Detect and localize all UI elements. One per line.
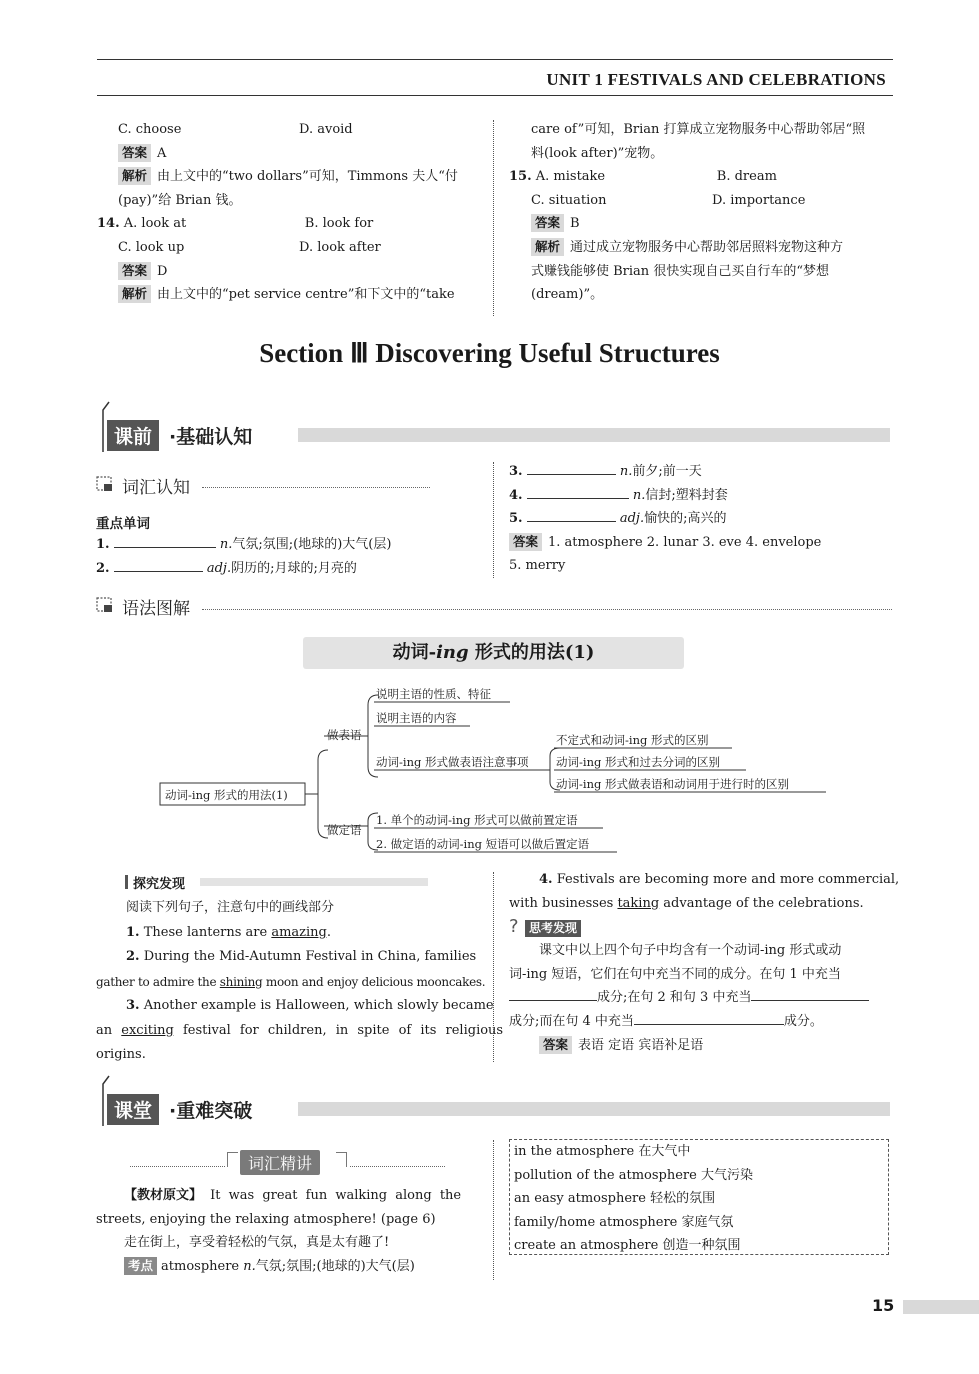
phrase-en: create an atmosphere xyxy=(514,1238,659,1254)
answer-text: 表语 定语 宾语补足语 xyxy=(578,1037,704,1053)
item-meaning: 气氛;氛围;(地球的)大气(层) xyxy=(232,537,392,552)
sentence-text: gather to admire the xyxy=(96,974,220,989)
underlined-word: shining xyxy=(219,974,263,989)
answer-blank xyxy=(114,533,216,548)
vocab-detail-tab: 词汇精讲 xyxy=(240,1150,320,1175)
underlined-word: amazing xyxy=(271,924,327,940)
option-c: C. situation xyxy=(531,192,607,208)
original-text: streets, enjoying the relaxing atmosphere! (page 6) xyxy=(96,1211,436,1227)
item-meaning: 愉快的;高兴的 xyxy=(644,511,727,527)
subheading-icon xyxy=(96,475,116,493)
explore-intro: 阅读下列句子，注意句中的画线部分 xyxy=(126,900,335,915)
option-a: A. look at xyxy=(123,216,187,232)
tab-bracket-right xyxy=(336,1152,347,1167)
answer-blank xyxy=(751,986,869,1001)
sentence-text: During the Mid-Autumn Festival in China, families xyxy=(143,949,477,964)
think-text: 词-ing 短语，它们在句中充当不同的成分。在句 1 中充当 xyxy=(509,966,841,982)
item-meaning: 前夕;前一天 xyxy=(632,464,702,479)
grammar-mind-map xyxy=(150,678,850,858)
tab-bracket-left xyxy=(227,1152,238,1167)
sentence-text: origins. xyxy=(96,1047,146,1062)
item-pos: adj. xyxy=(206,560,232,576)
heading-dotline xyxy=(202,487,430,488)
running-header: UNIT 1 FESTIVALS AND CELEBRATIONS xyxy=(546,70,886,89)
explore-marker xyxy=(125,875,128,889)
answer-line: 1. atmosphere 2. lunar 3. eve 4. envelope xyxy=(548,534,822,550)
tab-dotline-left xyxy=(130,1166,225,1167)
column-divider xyxy=(493,462,494,578)
point-label: 考点 xyxy=(124,1257,157,1275)
think-label: 思考发现 xyxy=(525,920,581,937)
option-d: D. look after xyxy=(299,239,381,255)
phrase-item xyxy=(514,1187,888,1211)
answer-label: 答案 xyxy=(118,262,151,280)
answer-line: 5. merry xyxy=(509,558,566,574)
option-c: C. look up xyxy=(118,239,185,255)
answer-value: B xyxy=(570,216,580,232)
sentence-text: Festivals are becoming more and more commercial, xyxy=(556,872,900,887)
underlined-word: taking xyxy=(617,895,660,911)
node-progressive-diff: 动词-ing 形式做表语和动词用于进行时的区别 xyxy=(556,777,789,791)
phrase-zh: 轻松的氛围 xyxy=(650,1191,716,1207)
think-text: 成分;在句 2 和句 3 中充当 xyxy=(597,990,752,1006)
column-divider xyxy=(493,1140,494,1280)
answer-blank xyxy=(114,557,203,572)
diagram-title-ing: ing xyxy=(436,642,469,663)
heading-dotline xyxy=(202,609,892,610)
original-text: It was great fun walking along the xyxy=(210,1188,462,1203)
vocab-heading: 词汇认知 xyxy=(122,478,190,498)
node-notes: 动词-ing 形式做表语注意事项 xyxy=(376,755,529,769)
phrase-en: in the atmosphere xyxy=(514,1144,635,1159)
explanation-cont: (pay)”给 Brian 钱。 xyxy=(118,192,242,208)
option-a: A. mistake xyxy=(535,169,606,185)
tab-dotline-right xyxy=(350,1166,445,1167)
answer-blank xyxy=(509,986,597,1001)
explanation-label: 解析 xyxy=(531,238,564,256)
sentence-text: an xyxy=(96,1022,122,1038)
explanation-label: 解析 xyxy=(118,285,151,303)
explore-bar xyxy=(200,878,428,886)
node-infinitive-diff: 不定式和动词-ing 形式的区别 xyxy=(556,733,709,747)
diagram-title xyxy=(303,637,684,669)
option-d: D. avoid xyxy=(299,122,353,137)
sentence-number: 4. xyxy=(539,872,553,887)
top-right-column xyxy=(509,118,899,307)
sentence-number: 2. xyxy=(126,949,140,964)
branch-attributive: 做定语 xyxy=(327,823,362,837)
phrase-box xyxy=(509,1139,889,1255)
phrase-item xyxy=(514,1164,888,1188)
node-participle-diff: 动词-ing 形式和过去分词的区别 xyxy=(556,755,720,769)
point-pos: n. xyxy=(243,1258,256,1274)
item-meaning: 阴历的;月球的;月亮的 xyxy=(231,560,357,576)
explanation-label: 解析 xyxy=(118,167,151,185)
explanation-cont: (dream)”。 xyxy=(531,287,604,303)
subheading-icon xyxy=(96,596,116,614)
band-label-box: 课前 xyxy=(107,420,159,451)
item-number: 3. xyxy=(509,464,523,479)
vocab-subheading: 重点单词 xyxy=(96,516,150,532)
header-bottom-rule xyxy=(97,95,893,96)
sentence-number: 3. xyxy=(126,998,140,1013)
phrase-en: an easy atmosphere xyxy=(514,1191,646,1207)
node-pre-modifier: 1. 单个的动词-ing 形式可以做前置定语 xyxy=(376,813,578,827)
think-text: 成分。 xyxy=(783,1013,823,1029)
item-pos: n. xyxy=(619,464,633,479)
sentence-text: advantage of the celebrations. xyxy=(659,895,864,911)
answer-blank xyxy=(634,1010,784,1025)
vocab-detail-left xyxy=(96,1184,480,1278)
item-pos: adj. xyxy=(619,511,645,527)
root-node: 动词-ing 形式的用法(1) xyxy=(165,788,288,802)
option-b: B. dream xyxy=(716,169,777,185)
original-label: 【教材原文】 xyxy=(124,1188,203,1203)
sentence-text: moon and enjoy delicious mooncakes. xyxy=(262,974,486,989)
phrase-zh: 创造一种氛围 xyxy=(662,1238,741,1254)
phrase-en: family/home atmosphere xyxy=(514,1214,678,1230)
option-b: B. look for xyxy=(304,216,374,232)
answer-blank xyxy=(527,507,616,522)
phrase-item xyxy=(514,1234,888,1258)
item-meaning: 信封;塑料封套 xyxy=(645,487,728,503)
answer-label: 答案 xyxy=(509,533,542,551)
explore-right xyxy=(509,868,900,1057)
option-d: D. importance xyxy=(712,192,806,208)
sentence-text: Another example is Halloween, which slowly became xyxy=(143,998,494,1013)
node-content: 说明主语的内容 xyxy=(376,711,457,725)
sentence-number: 1. xyxy=(126,924,140,940)
top-left-column xyxy=(97,118,487,307)
vocab-list-right xyxy=(509,460,899,578)
phrase-en: pollution of the atmosphere xyxy=(514,1167,697,1183)
item-number: 2. xyxy=(96,560,110,576)
question-number: 15. xyxy=(509,169,532,185)
answer-blank xyxy=(527,460,616,475)
item-number: 5. xyxy=(509,511,523,527)
band-bar xyxy=(298,428,890,442)
band-title: ·重难突破 xyxy=(169,1100,253,1122)
think-text: 课文中以上四个句子中均含有一个动词-ing 形式或动 xyxy=(539,943,842,959)
option-c: C. choose xyxy=(118,122,182,137)
answer-label: 答案 xyxy=(118,144,151,162)
point-meaning: 气氛;氛围;(地球的)大气(层) xyxy=(255,1258,415,1274)
question-mark-icon: ? xyxy=(509,916,519,938)
question-number: 14. xyxy=(97,216,120,232)
node-nature: 说明主语的性质、特征 xyxy=(376,687,491,701)
translation: 走在街上，享受着轻松的气氛，真是太有趣了! xyxy=(124,1235,390,1251)
vocab-list-left xyxy=(96,533,486,580)
explanation-text: 通过成立宠物服务中心帮助邻居照料宠物这种方 xyxy=(570,239,844,255)
explanation-text: 由上文中的“pet service centre”和下文中的“take xyxy=(157,287,455,303)
band-bar xyxy=(298,1102,890,1116)
explanation-cont: 料(look after)”宠物。 xyxy=(531,145,664,161)
sentence-text: These lanterns are xyxy=(143,924,272,940)
sentence-text: . xyxy=(326,924,332,940)
section-title: Section Ⅲ Discovering Useful Structures xyxy=(259,338,720,368)
answer-label: 答案 xyxy=(539,1036,572,1054)
explore-left xyxy=(96,896,504,1068)
think-text: 成分;而在句 4 中充当 xyxy=(509,1013,634,1029)
page-number-bar xyxy=(903,1300,979,1314)
phrase-zh: 在大气中 xyxy=(638,1144,691,1159)
explanation-cont: 式赚钱能够使 Brian 很快实现自己买自行车的“梦想 xyxy=(531,263,829,279)
item-pos: n. xyxy=(219,537,233,552)
phrase-item xyxy=(514,1211,888,1235)
point-word: atmosphere xyxy=(161,1258,240,1274)
answer-label: 答案 xyxy=(531,214,564,232)
diagram-title-pre: 动词- xyxy=(392,642,437,663)
answer-value: D xyxy=(157,263,168,279)
sentence-text: festival for children, in spite of its religious xyxy=(173,1022,504,1038)
item-number: 1. xyxy=(96,537,110,552)
column-divider xyxy=(493,872,494,1062)
sentence-text: with businesses xyxy=(509,895,618,911)
band-label-box: 课堂 xyxy=(107,1094,159,1125)
item-number: 4. xyxy=(509,487,523,503)
header-top-rule xyxy=(97,59,893,60)
column-divider xyxy=(493,120,494,316)
explore-heading: 探究发现 xyxy=(133,877,186,892)
answer-blank xyxy=(527,484,629,499)
explanation-text: 由上文中的“two dollars”可知，Timmons 夫人“付 xyxy=(157,169,458,185)
grammar-heading: 语法图解 xyxy=(122,599,190,619)
answer-value: A xyxy=(157,145,167,161)
page-number: 15 xyxy=(872,1296,895,1315)
phrase-zh: 家庭气氛 xyxy=(681,1214,734,1230)
phrase-item xyxy=(514,1140,888,1164)
item-pos: n. xyxy=(632,487,646,503)
underlined-word: exciting xyxy=(121,1022,174,1038)
branch-predicative: 做表语 xyxy=(327,728,362,742)
explanation-cont: care of”可知，Brian 打算成立宠物服务中心帮助邻居“照 xyxy=(531,122,866,137)
diagram-title-post: 形式的用法(1) xyxy=(468,642,595,663)
node-post-modifier: 2. 做定语的动词-ing 短语可以做后置定语 xyxy=(376,837,590,851)
band-title: ·基础认知 xyxy=(169,426,253,448)
phrase-zh: 大气污染 xyxy=(700,1167,753,1183)
